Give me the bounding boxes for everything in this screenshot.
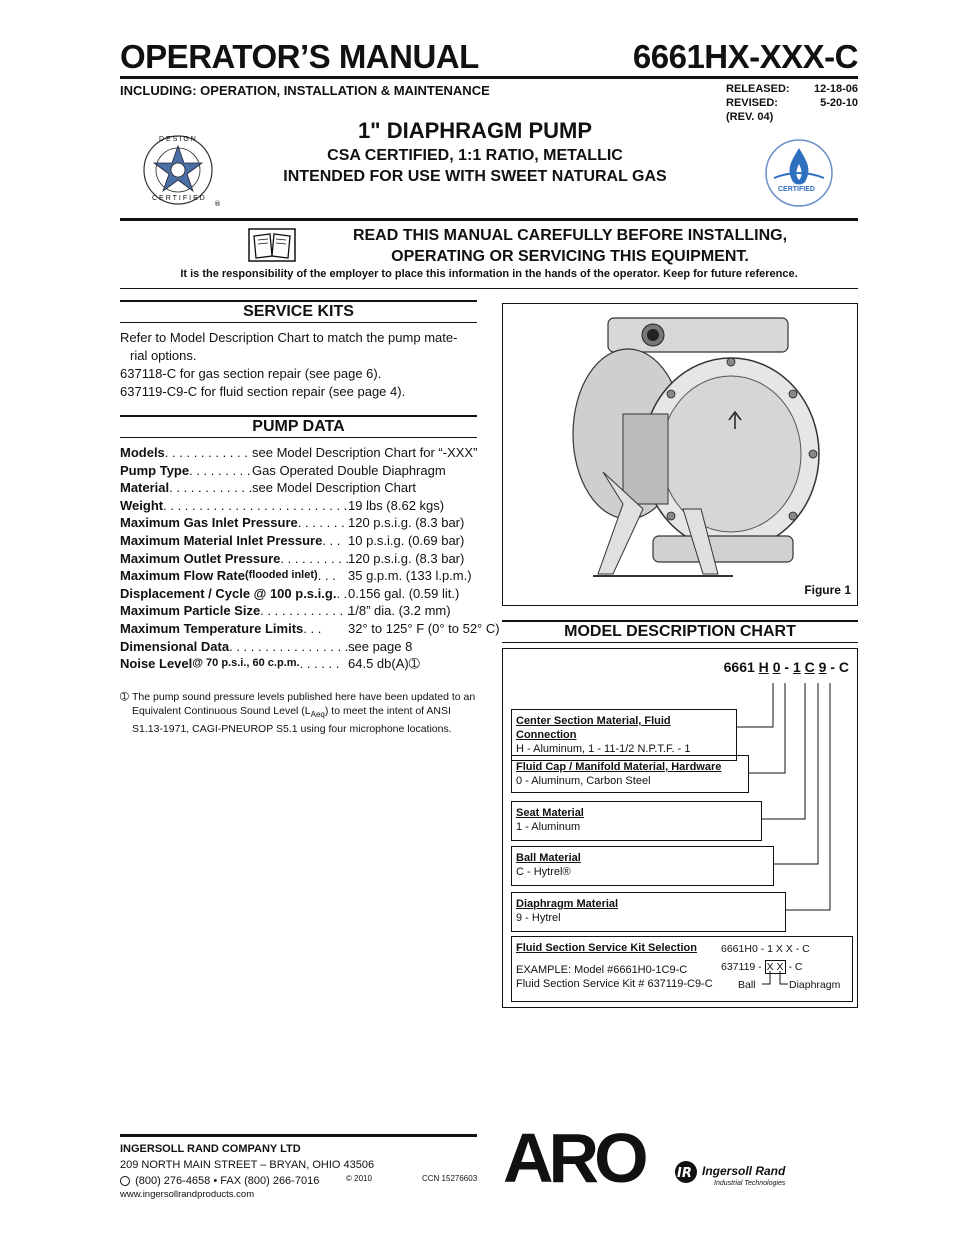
pump-data-dots: . . . . . . . . . . . . [164,445,248,460]
manual-title: OPERATOR’S MANUAL [120,38,479,75]
pump-data-label-wrap [120,620,348,638]
kit-code-1: 6661H0 - 1 X X - C [721,943,810,955]
service-kits-text [120,329,480,401]
responsibility-note: It is the responsibility of the employer to place this information in the hands of the operator. Keep for future reference. [180,268,798,280]
product-line-2: INTENDED FOR USE WITH SWEET NATURAL GAS [283,168,667,185]
pump-data-dots: . . . [317,568,336,584]
code-1: 1 [792,659,801,675]
pump-data-dots: . . . [322,532,341,548]
pump-data-label-wrap [120,514,348,532]
kit-diaphragm-label: Diaphragm [789,979,841,991]
pump-data-dots: . . . . . . . . . . . . . . . . . . [229,638,356,654]
pump-data-value: Gas Operated Double Diaphragm [252,462,446,478]
option-diaphragm [511,892,786,932]
ingersoll-rand-logo [672,1160,802,1190]
pump-data-key: Maximum Gas Inlet Pressure [120,515,298,531]
option-value: 0 - Aluminum, Carbon Steel [516,775,651,787]
option-value: 9 - Hytrel [516,912,561,924]
warning-rule [120,288,858,289]
pump-data-value: 32° to 125° F (0° to 52° C) [348,620,500,636]
svg-text:®: ® [214,200,221,208]
figure-caption: Figure 1 [804,583,851,597]
noise-footnote [120,690,480,736]
seal-right-text: CERTIFIED [778,186,815,193]
pump-data-value: see page 8 [348,638,413,654]
option-center-section [511,709,737,761]
pump-data-row [120,479,480,497]
pump-data-label-wrap [120,550,348,568]
pump-data-label-wrap [120,497,377,515]
footnote-subscript: Aeq [310,710,325,720]
manual-subtitle: INCLUDING: OPERATION, INSTALLATION & MAINTENANCE [120,83,490,98]
aro-logo: ARO [503,1119,644,1197]
ccn-number: CCN 15276603 [422,1174,478,1183]
copyright: © 2010 [346,1174,372,1183]
service-kit-selection [511,936,853,1002]
pump-data-label-wrap [120,655,348,673]
model-number: 6661HX-XXX-C [632,38,858,75]
company-phone-row [120,1174,374,1188]
company-address: 209 NORTH MAIN STREET – BRYAN, OHIO 43506 [120,1159,375,1171]
kit-example-2: Fluid Section Service Kit # 637119-C9-C [516,978,713,990]
kit-bracket-lines [762,971,792,987]
pump-data-dots: . . . . . . . . . . [280,550,350,566]
pump-data-list [120,444,500,673]
option-title: Ball Material [516,852,581,864]
pump-data-value: 35 g.p.m. (133 l.p.m.) [348,568,472,584]
pump-data-label-wrap [120,602,351,620]
model-chart-heading: MODEL DESCRIPTION CHART [502,620,858,643]
code-c: C [804,659,815,675]
pump-data-value: 120 p.s.i.g. (8.3 bar) [348,515,465,531]
code-suffix: - C [826,659,849,675]
seal-left-bottom-text: CERTIFIED [152,195,207,202]
kit-title: Fluid Section Service Kit Selection [516,942,697,954]
pump-data-heading: PUMP DATA [120,415,477,438]
pump-data-key: Displacement / Cycle @ 100 p.s.i.g. [120,585,337,601]
header-rule [120,76,858,79]
pump-data-row [120,620,500,638]
svg-text:IR: IR [677,1166,692,1181]
book-icon [248,228,296,262]
pump-data-dots: . . . . . . [299,656,340,672]
pump-data-dots: . . . . . . . . . . . . . [260,603,351,619]
footnote-text-b: ) to meet the intent of ANSI S1.13-1971, CAGI-PNEUROP S5.1 using four microphone locations. [132,705,452,736]
ir-mark-icon [672,1160,702,1186]
csa-certified-seal [764,138,834,208]
released-value: 12-18-06 [813,83,858,95]
pump-data-dots: . . . . . . . . . [189,462,251,478]
option-ball [511,846,774,886]
pump-data-value: 1/8” dia. (3.2 mm) [348,603,451,619]
code-0: 0 [772,659,781,675]
pump-data-key: Material [120,480,170,496]
company-phone: (800) 276-4658 • FAX (800) 266-7016 [135,1175,320,1187]
pump-data-dots: . . [336,585,348,601]
seal-left-top-text: DESIGN [159,136,198,143]
pump-data-key: Maximum Particle Size [120,603,261,619]
pump-data-row [120,567,480,585]
option-value: C - Hytrel® [516,866,571,878]
pump-data-key: Maximum Temperature Limits [120,620,304,636]
option-title: Center Section Material, Fluid Connection [516,715,671,741]
pump-data-value: 0.156 gal. (0.59 lit.) [348,585,460,601]
option-title: Diaphragm Material [516,898,619,910]
kit-code-2a: 637119 - [721,961,762,973]
pump-data-row [120,497,480,515]
footnote-mark: ➀ [120,691,129,703]
read-warning-line-2: OPERATING OR SERVICING THIS EQUIPMENT. [391,248,749,265]
pump-data-key: Maximum Flow Rate [120,568,245,584]
pump-data-row [120,655,480,673]
ir-brand-text: Ingersoll Rand [702,1164,786,1178]
product-line-1: CSA CERTIFIED, 1:1 RATIO, METALLIC [327,147,623,164]
pump-data-value: 19 lbs (8.62 kgs) [348,497,445,513]
pump-data-key: Dimensional Data [120,638,230,654]
kit-ball-label: Ball [738,979,756,991]
pump-data-key: Maximum Material Inlet Pressure [120,532,323,548]
pump-data-key: Maximum Outlet Pressure [120,550,281,566]
pump-illustration [503,304,857,605]
pump-data-key-extra: @ 70 p.s.i., 60 c.p.m. [192,657,300,670]
ir-sub-text: Industrial Technologies [714,1180,786,1187]
service-kits-line-1: Refer to Model Description Chart to match the pump mate- [120,330,458,345]
pump-data-label-wrap [120,479,252,497]
company-web: www.ingersollrandproducts.com [120,1189,255,1200]
pump-data-row [120,514,480,532]
pump-data-row [120,638,480,656]
option-value: H - Aluminum, 1 - 11-1/2 N.P.T.F. - 1 [516,743,691,755]
pump-data-value: 120 p.s.i.g. (8.3 bar) [348,550,465,566]
released-label: RELEASED: [726,83,790,95]
service-kits-line-1b: rial options. [130,348,197,363]
company-name: INGERSOLL RAND COMPANY LTD [120,1143,301,1155]
pump-data-dots: . . . [303,620,322,636]
kit-code-2b: - C [788,961,803,973]
option-value: 1 - Aluminum [516,821,581,833]
product-rule [120,218,858,221]
pump-data-row [120,585,480,603]
pump-data-value: see Model Description Chart for “-XXX” [252,445,478,460]
design-certified-seal [140,132,220,212]
option-fluid-cap [511,755,749,793]
option-title: Fluid Cap / Manifold Material, Hardware [516,761,722,773]
kit-example-1: EXAMPLE: Model #6661H0-1C9-C [516,964,688,976]
revised-label: REVISED: [726,97,778,109]
rev-number: (REV. 04) [726,111,774,123]
code-h: H [758,659,769,675]
code-dash: - [780,659,793,675]
revision-block [726,82,858,124]
read-warning-line-1: READ THIS MANUAL CAREFULLY BEFORE INSTALLING, [352,227,788,244]
option-title: Seat Material [516,807,584,819]
pump-figure [502,303,858,606]
pump-data-row [120,550,480,568]
pump-data-label-wrap [120,638,356,656]
pump-data-key: Noise Level [120,656,193,672]
code-prefix: 6661 [723,659,759,675]
pump-data-label-wrap [120,462,252,480]
pump-data-key: Pump Type [120,462,190,478]
pump-data-row [120,602,480,620]
company-block [120,1142,374,1202]
service-kits-line-3: 637119-C9-C for fluid section repair (see page 4). [120,384,406,399]
pump-data-key-extra: (flooded inlet) [244,569,318,582]
pump-data-label-wrap [120,585,348,603]
pump-data-row [120,444,480,462]
footnote-text-a: The pump sound pressure levels published here have been updated to an Equivalent Continuous Sound Level (L [132,691,476,717]
pump-data-key: Weight [120,497,164,513]
footer-rule [120,1134,477,1137]
pump-data-row [120,462,480,480]
option-seat [511,801,762,841]
pump-data-row [120,532,480,550]
pump-data-value: 64.5 db(A)➀ [348,656,420,672]
service-kits-heading: SERVICE KITS [120,300,477,323]
pump-data-value: see Model Description Chart [252,480,417,496]
product-name: 1" DIAPHRAGM PUMP [357,118,593,143]
pump-data-dots: . . . . . . . . . . . . . . . . . . . . . . . . . . . . . . [163,497,377,513]
pump-data-label-wrap [120,444,252,462]
phone-icon [120,1176,130,1186]
pump-data-dots: . . . . . . . [297,515,345,531]
pump-data-label-wrap [120,532,348,550]
kit-code-2x: X X [766,961,784,973]
service-kits-line-2: 637118-C for gas section repair (see page 6). [120,366,382,381]
code-9: 9 [818,659,827,675]
pump-data-label-wrap [120,567,348,585]
revised-value: 5-20-10 [820,97,858,109]
pump-data-dots: . . . . . . . . . . . . [169,480,253,496]
pump-data-key: Models [120,445,165,460]
model-chart-box [502,648,858,1008]
pump-data-value: 10 p.s.i.g. (0.69 bar) [348,532,465,548]
